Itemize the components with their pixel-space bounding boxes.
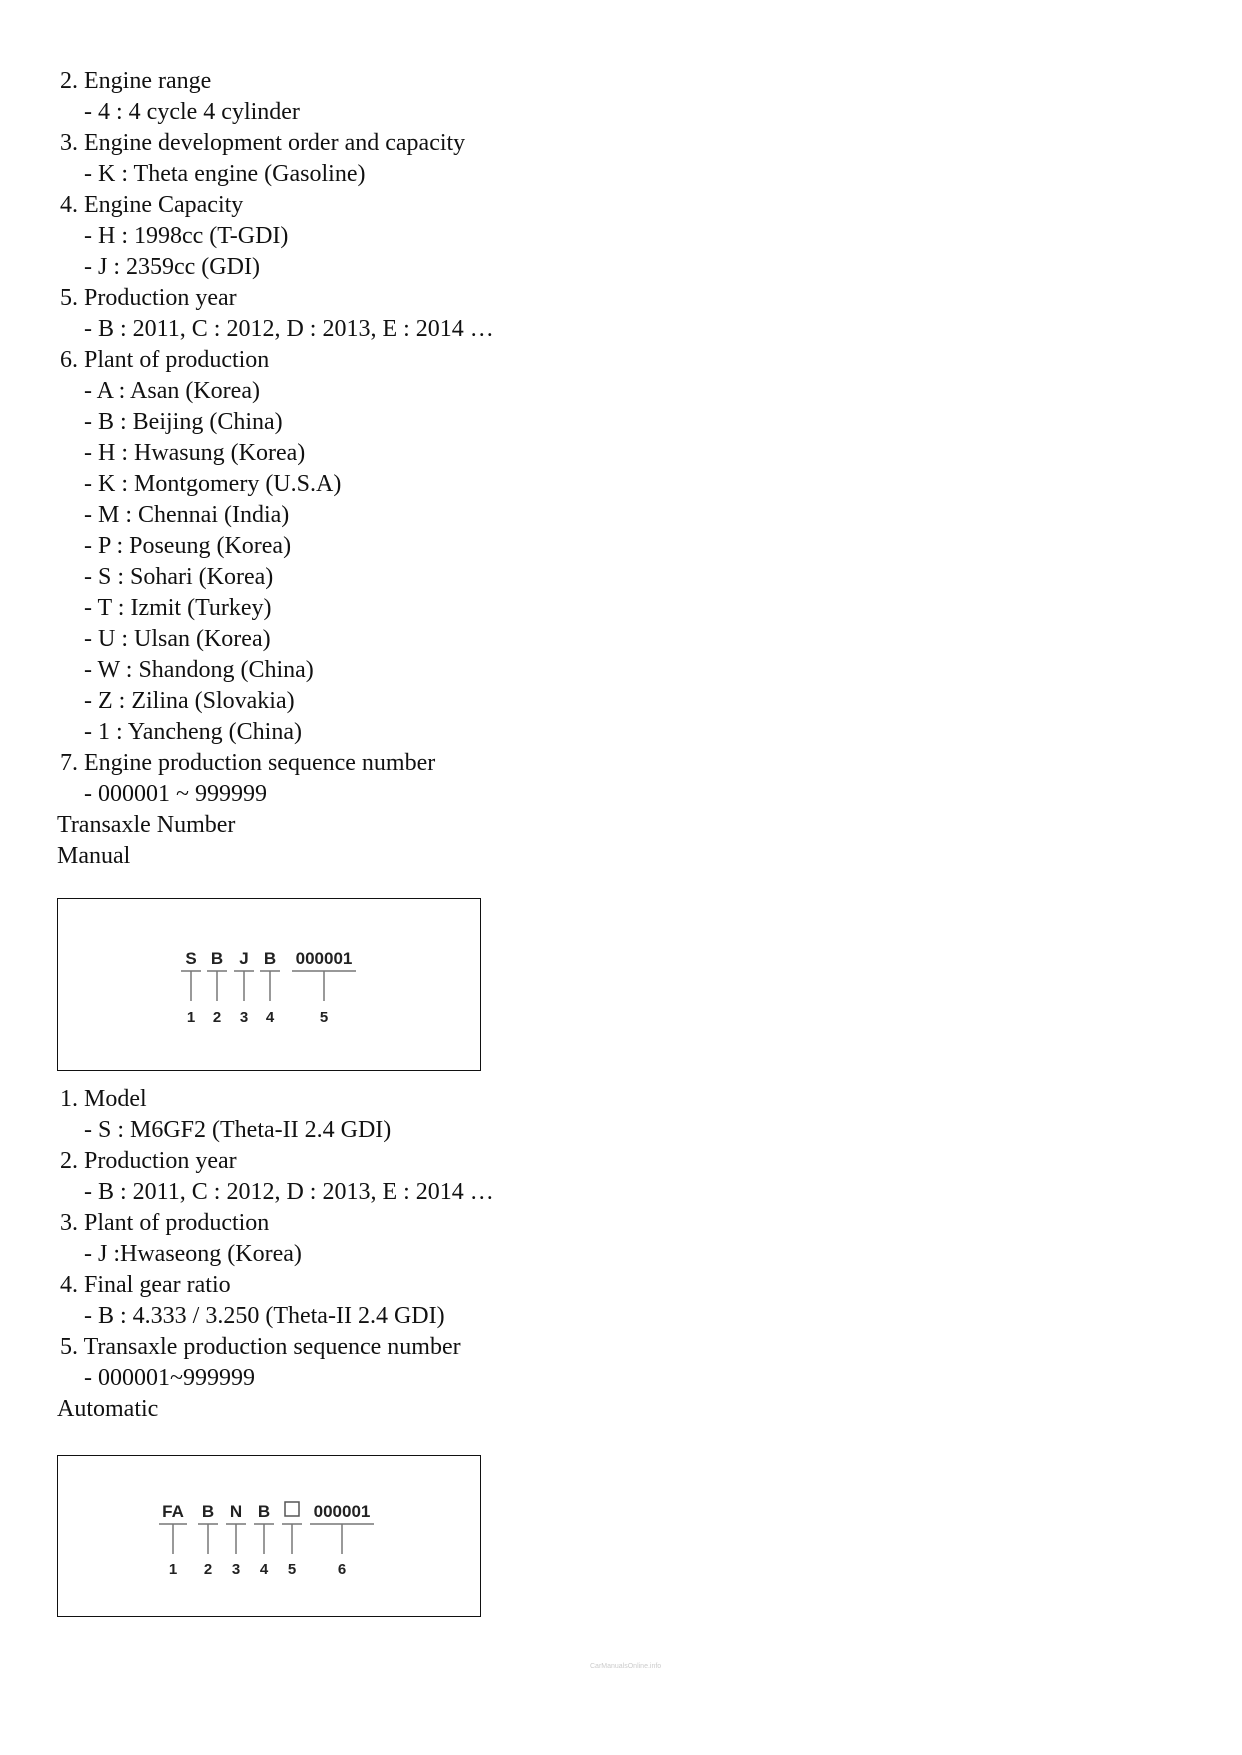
- list-item-detail: - B : 2011, C : 2012, D : 2013, E : 2014 …: [84, 1179, 494, 1205]
- list-item-detail: - 1 : Yancheng (China): [84, 719, 302, 745]
- list-item-detail: - T : Izmit (Turkey): [84, 595, 272, 621]
- code-letter: B: [201, 1502, 215, 1521]
- list-item-title: 5. Production year: [60, 285, 237, 311]
- code-index: 5: [319, 1009, 329, 1026]
- list-item-title: 4. Final gear ratio: [60, 1272, 231, 1298]
- code-letter: J: [239, 949, 249, 968]
- list-item-detail: - B : 4.333 / 3.250 (Theta-II 2.4 GDI): [84, 1303, 445, 1329]
- list-item-title: 2. Engine range: [60, 68, 212, 94]
- list-item-detail: - Z : Zilina (Slovakia): [84, 688, 295, 714]
- manual-code-svg: [58, 899, 482, 1072]
- code-index: 4: [265, 1009, 275, 1026]
- code-letter: S: [185, 949, 197, 968]
- code-index: 1: [168, 1561, 178, 1578]
- list-item-detail: - B : Beijing (China): [84, 409, 283, 435]
- code-index: 4: [259, 1561, 269, 1578]
- list-item-title: 2. Production year: [60, 1148, 237, 1174]
- list-item-detail: - K : Theta engine (Gasoline): [84, 161, 366, 187]
- code-letter: FA: [162, 1502, 184, 1521]
- code-index: 2: [203, 1561, 213, 1578]
- list-item-detail: - A : Asan (Korea): [84, 378, 260, 404]
- manual-code-diagram: [57, 898, 481, 1071]
- list-item-title: 4. Engine Capacity: [60, 192, 244, 218]
- list-item-title: 1. Model: [60, 1086, 147, 1112]
- list-item-title: 5. Transaxle production sequence number: [60, 1334, 461, 1360]
- list-item-detail: - K : Montgomery (U.S.A): [84, 471, 342, 497]
- automatic-code-diagram: [57, 1455, 481, 1617]
- list-item-detail: - S : M6GF2 (Theta-II 2.4 GDI): [84, 1117, 392, 1143]
- code-index: 1: [186, 1009, 196, 1026]
- list-item-detail: - H : Hwasung (Korea): [84, 440, 306, 466]
- list-item-detail: - 000001 ~ 999999: [84, 781, 267, 807]
- code-letter: B: [263, 949, 277, 968]
- list-item-detail: - U : Ulsan (Korea): [84, 626, 271, 652]
- code-letter: B: [257, 1502, 271, 1521]
- list-item-title: 7. Engine production sequence number: [60, 750, 436, 776]
- code-index: 3: [239, 1009, 249, 1026]
- section-heading-transaxle: Transaxle Number: [57, 812, 236, 838]
- list-item-detail: - S : Sohari (Korea): [84, 564, 274, 590]
- list-item-title: 6. Plant of production: [60, 347, 270, 373]
- list-item-title: 3. Plant of production: [60, 1210, 270, 1236]
- code-index: 5: [287, 1561, 297, 1578]
- subsection-heading-automatic: Automatic: [57, 1396, 159, 1422]
- list-item-detail: - P : Poseung (Korea): [84, 533, 292, 559]
- list-item-detail: - W : Shandong (China): [84, 657, 314, 683]
- watermark: CarManualsOnline.info: [590, 1663, 662, 1670]
- list-item-detail: - H : 1998cc (T-GDI): [84, 223, 289, 249]
- subsection-heading-manual: Manual: [57, 843, 131, 869]
- blank-code-box: [285, 1502, 299, 1516]
- list-item-title: 3. Engine development order and capacity: [60, 130, 466, 156]
- code-letter: N: [229, 1502, 243, 1521]
- list-item-detail: - J :Hwaseong (Korea): [84, 1241, 302, 1267]
- code-index: 6: [337, 1561, 347, 1578]
- list-item-detail: - B : 2011, C : 2012, D : 2013, E : 2014 …: [84, 316, 494, 342]
- list-item-detail: - J : 2359cc (GDI): [84, 254, 260, 280]
- automatic-code-svg: [58, 1456, 482, 1618]
- list-item-detail: - M : Chennai (India): [84, 502, 290, 528]
- list-item-detail: - 000001~999999: [84, 1365, 255, 1391]
- code-index: 2: [212, 1009, 222, 1026]
- list-item-detail: - 4 : 4 cycle 4 cylinder: [84, 99, 300, 125]
- code-letter: B: [210, 949, 224, 968]
- code-sequence: 000001: [313, 1502, 371, 1521]
- code-index: 3: [231, 1561, 241, 1578]
- code-sequence: 000001: [295, 949, 353, 968]
